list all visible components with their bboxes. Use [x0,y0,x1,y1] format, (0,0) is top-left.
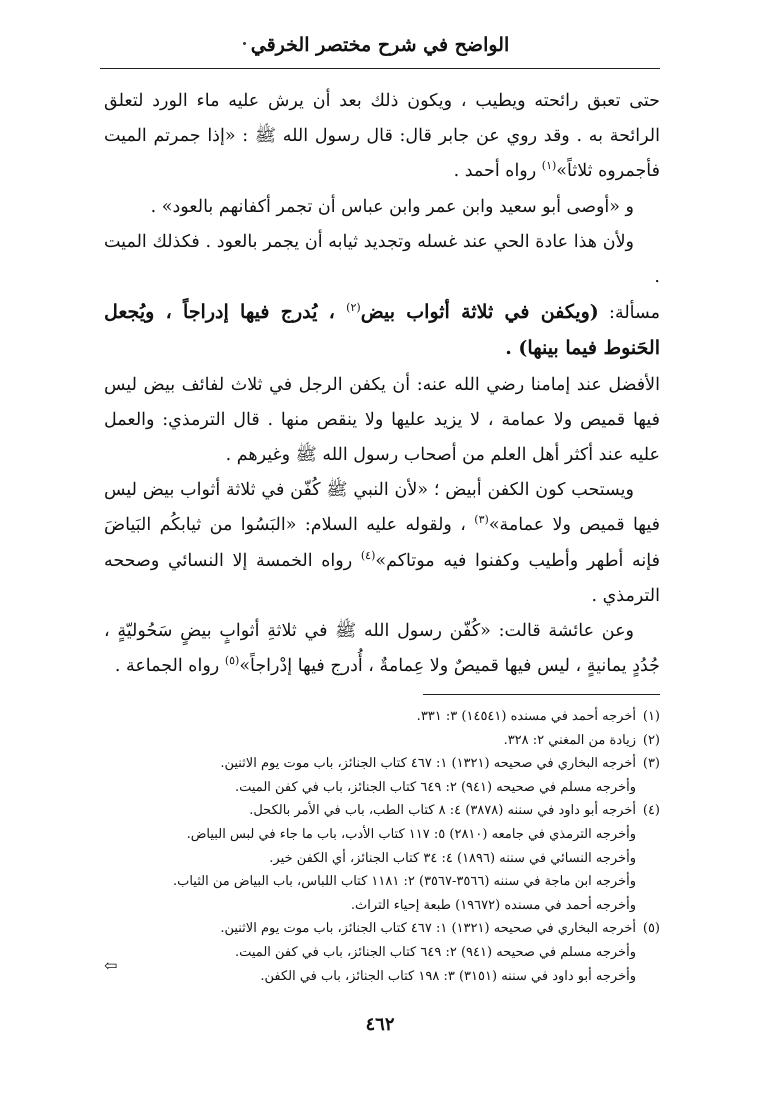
footnote-line [104,917,660,941]
paragraph-6-b: ، ولقوله عليه السلام: «البَسُوا من ثيابكُم البَياضَ فإنه أطهر وأطيب وكفنوا فيه موتاكم» [104,515,660,571]
paragraph-1-text: حتى تعبق رائحته ويطيب ، ويكون ذلك بعد أن يرش عليه ماء الورد لتعلق الرائحة به . وقد روي عن جابر قال: قال رسول الله ﷺ : «إذا جمرتم الميت فأجمروه ثلاثاً» [104,91,660,182]
footnote-text: أخرجه أبو داود في سننه (٣٨٧٨) ٤: ٨ كتاب الطب، باب في الأمر بالكحل. [249,803,636,819]
masala-text-a: (ويكفن في ثلاثة أثواب بيض [360,301,599,324]
footnote-line [104,729,660,753]
footnote-line [104,965,660,989]
footnote-line [104,870,660,894]
footnote-line [104,799,660,823]
footnote-line [104,894,660,918]
paragraph-6 [104,473,660,614]
paragraph-1-end: رواه أحمد . [453,161,542,182]
masala-label: مسألة: [598,303,660,324]
header-rule [100,68,660,69]
masala-paragraph [104,295,660,367]
footnote-text: أخرجه البخاري في صحيحه (١٣٢١) ١: ٤٦٧ كتاب الجنائز، باب موت يوم الاثنين. [220,756,636,772]
footnote-ref-4[interactable]: (٤) [360,548,376,562]
footnote-number: (٣) [642,756,660,772]
paragraph-7-b: رواه الجماعة . [114,656,225,677]
paragraph-3: ولأن هذا عادة الحي عند غسله وتجديد ثيابه أن يجمر بالعود . فكذلك الميت . [104,231,660,288]
footnote-text: زيادة من المغني ٢: ٣٢٨. [503,732,636,748]
paragraph-5: الأفضل عند إمامنا رضي الله عنه: أن يكفن الرجل في ثلاث لفائف بيض ليس فيها قميص ولا عمامة ، لا يزيد عليها ولا ينقص منها . قال الترمذي: والعمل عليه عند أكثر أهل العلم من أصحاب رسول الله ﷺ وغيرهم . [104,374,660,466]
footnote-line [104,776,660,800]
footnote-text: وأخرجه أحمد في مسنده (١٩٦٧٢) طبعة إحياء التراث. [350,897,636,913]
footnote-separator [423,694,660,695]
footnote-text: وأخرجه الترمذي في جامعه (٢٨١٠) ٥: ١١٧ كتاب الأدب، باب ما جاء في لبس البياض. [186,826,636,842]
footnote-text: وأخرجه النسائي في سننه (١٨٩٦) ٤: ٣٤ كتاب الجنائز، أي الكفن خير. [269,850,636,866]
page-number: ٤٦٢ [365,1014,395,1035]
footnote-text: وأخرجه مسلم في صحيحه (٩٤١) ٢: ٦٤٩ كتاب الجنائز، باب في كفن الميت. [234,779,636,795]
paragraph-7 [104,614,660,684]
footnote-line [104,705,660,729]
footnote-number: (٥) [642,921,660,937]
footnotes [104,705,660,988]
footnote-text: أخرجه البخاري في صحيحه (١٣٢١) ١: ٤٦٧ كتاب الجنائز، باب موت يوم الاثنين. [220,921,636,937]
footnote-text: وأخرجه ابن ماجة في سننه (٣٥٦٦-٣٥٦٧) ٢: ١١٨١ كتاب اللباس، باب البياض من الثياب. [172,874,636,890]
masala-text-b: ، يُدرج فيها إدراجاً ، ويُجعل الحَنوط فيما بينها) . [104,301,660,360]
footnote-text: وأخرجه مسلم في صحيحه (٩٤١) ٢: ٦٤٩ كتاب الجنائز، باب في كفن الميت. [234,944,636,960]
footnote-line [104,941,660,965]
main-text [104,84,660,684]
footnote-ref-3[interactable]: (٣) [474,513,489,527]
footnote-line [104,847,660,871]
footnote-number: (٢) [642,732,660,748]
footnote-text: أخرجه أحمد في مسنده (١٤٥٤١) ٣: ٣٣١. [416,709,636,724]
continuation-arrow-icon: ⇦ [104,956,118,975]
footnote-ref-1[interactable]: (١) [541,159,557,173]
paragraph-6-c: رواه الخمسة إلا النسائي وصححه الترمذي . [104,550,660,606]
footnote-ref-2[interactable]: (٢) [346,301,361,315]
paragraph-7-a: وعن عائشة قالت: «كُفّن رسول الله ﷺ في ثلاثةِ أثوابٍ بيضٍ سَحُوليّةٍ ، جُدُدٍ يمانيةٍ ، ليس فيها قميصٌ ولا عِمامةٌ ، أُدرج فيها إدْراجاً» [104,621,660,677]
paragraph-6-a: ويستحب كون الكفن أبيض ؛ «لأن النبي ﷺ كُفّن في ثلاثة أثواب بيض ليس فيها قميص ولا عمامة» [104,480,660,536]
paragraph-1 [104,84,660,190]
footnote-text: وأخرجه أبو داود في سننه (٣١٥١) ٣: ١٩٨ كتاب الجنائز، باب في الكفن. [260,968,636,984]
paragraph-2: و «أوصى أبو سعيد وابن عمر وابن عباس أن تجمر أكفانهم بالعود» . [150,196,634,217]
running-header: الواضح في شرح مختصر الخرقي [250,34,510,56]
footnote-line [104,823,660,847]
footnote-ref-5[interactable]: (٥) [224,654,240,668]
footnote-line [104,752,660,776]
footnote-number: (٤) [642,803,660,819]
footnote-number: (١) [642,709,660,724]
